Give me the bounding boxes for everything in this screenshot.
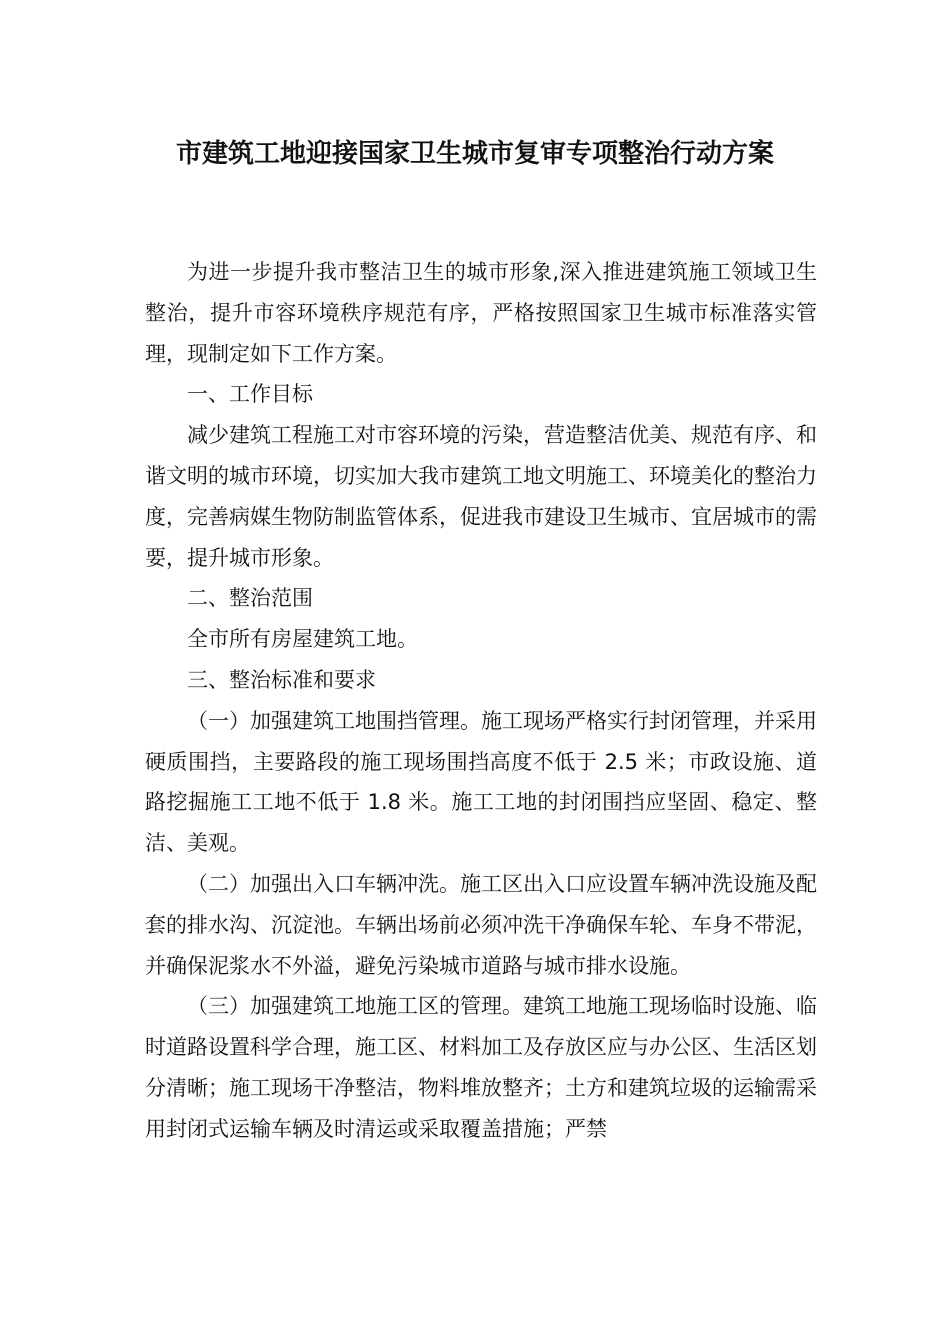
section-heading-goals: 一、工作目标 <box>187 382 313 407</box>
document-title: 市建筑工地迎接国家卫生城市复审专项整治行动方案 <box>175 139 774 169</box>
intro-paragraph: 为进一步提升我市整洁卫生的城市形象,深入推进建筑施工领域卫生整治，提升市容环境秩序规范有序，严格按照国家卫生城市标准落实管理，现制定如下工作方案。 <box>145 260 817 366</box>
section-heading-standards: 三、整治标准和要求 <box>187 667 376 692</box>
scope-paragraph: 全市所有房屋建筑工地。 <box>187 627 418 652</box>
standard-item-3: （三）加强建筑工地施工区的管理。建筑工地施工现场临时设施、临时道路设置科学合理，施工区、材料加工及存放区应与办公区、生活区划分清晰；施工现场干净整洁，物料堆放整齐；土方和建筑垃圾的运输需采用封闭式运输车辆及时清运或采取覆盖措施；严禁 <box>145 994 817 1141</box>
section-heading-scope: 二、整治范围 <box>187 586 313 611</box>
standard-item-2: （二）加强出入口车辆冲洗。施工区出入口应设置车辆冲洗设施及配套的排水沟、沉淀池。车辆出场前必须冲洗干净确保车轮、车身不带泥，并确保泥浆水不外溢，避免污染城市道路与城市排水设施。 <box>145 871 817 978</box>
standard-item-1: （一）加强建筑工地围挡管理。施工现场严格实行封闭管理，并采用硬质围挡，主要路段的施工现场围挡高度不低于 2.5 米；市政设施、道路挖掘施工工地不低于 1.8 米。施工工地的封闭围挡应坚固、稳定、整洁、美观。 <box>145 708 817 856</box>
document-body <box>145 252 817 1150</box>
goals-paragraph: 减少建筑工程施工对市容环境的污染，营造整洁优美、规范有序、和谐文明的城市环境，切实加大我市建筑工地文明施工、环境美化的整治力度，完善病媒生物防制监管体系，促进我市建设卫生城市、宜居城市的需要，提升城市形象。 <box>145 423 817 570</box>
